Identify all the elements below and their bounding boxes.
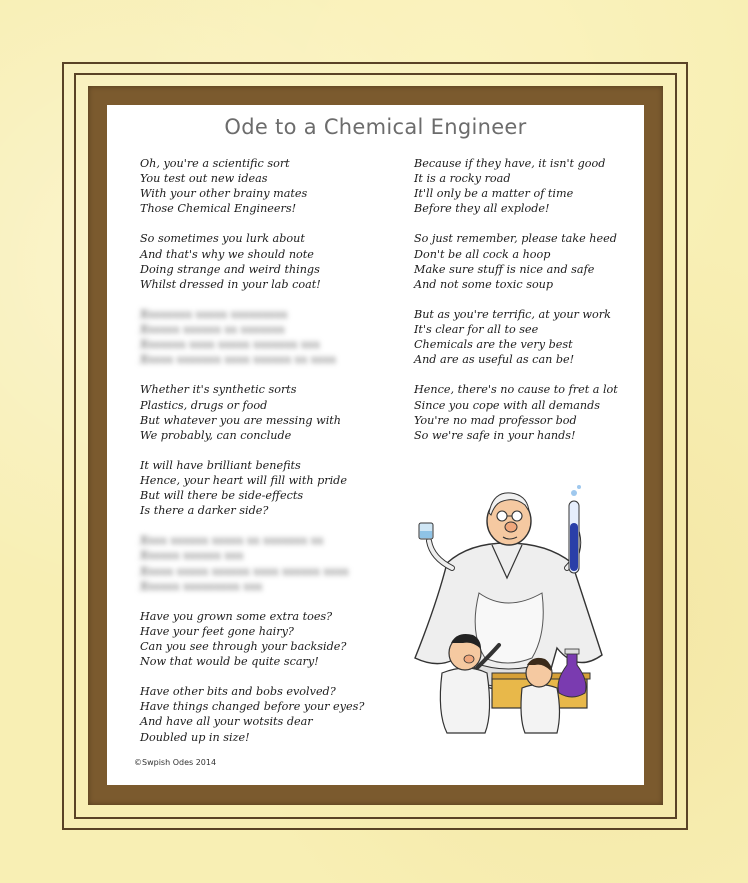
poem-line: Those Chemical Engineers! (140, 202, 297, 216)
poem-line: Hence, your heart will fill with pride (140, 473, 347, 487)
poem-right-column (414, 156, 634, 458)
poem-line: Doubled up in size! (140, 730, 250, 744)
poem-line: You're no mad professor bod (414, 413, 577, 427)
poem-line: With your other brainy mates (140, 187, 308, 201)
stanza (414, 382, 634, 442)
blurred-line: Xxxxxx xxxxxx xxx (140, 549, 244, 563)
poem-line: Because if they have, it isn't good (414, 157, 606, 170)
blurred-line: Xxxxxx xxxxxx xx xxxxxxx (140, 323, 285, 337)
poem-line: Can you see through your backside? (140, 640, 347, 653)
poem-line: Whether it's synthetic sorts (140, 383, 297, 397)
blurred-line: Xxxxxxx xxxx xxxxx xxxxxxx xxx (140, 338, 320, 352)
stanza (414, 307, 634, 367)
blurred-stanza (140, 307, 380, 367)
poem-line: Hence, there's no cause to fret a lot (414, 383, 618, 397)
poem-line: Oh, you're a scientific sort (140, 157, 290, 170)
blurred-stanza (140, 533, 380, 593)
blurred-line: Xxxxx xxxxxxx xxxx xxxxxx xx xxxx (140, 353, 337, 367)
blurred-line: Xxxxxxxx xxxxx xxxxxxxxx (140, 307, 288, 321)
poem-line: But as you're terrific, at your work (414, 307, 611, 321)
poem-line: And not some toxic soup (414, 277, 554, 291)
poem-line: Whilst dressed in your lab coat! (140, 277, 321, 291)
poem-line: You test out new ideas (140, 172, 268, 186)
stanza (140, 156, 380, 216)
poem-line: And are as useful as can be! (414, 353, 575, 367)
stanza (140, 382, 380, 442)
blurred-line: Xxxx xxxxxx xxxxx xx xxxxxxx xx (140, 534, 324, 548)
stanza (414, 156, 634, 216)
poem-line: It will have brilliant benefits (140, 458, 301, 472)
stanza (140, 458, 380, 518)
poem-left-column (140, 156, 380, 760)
poem-line: Chemicals are the very best (414, 338, 573, 352)
poem-line: Since you cope with all demands (414, 398, 601, 412)
chemical-engineer-cartoon (407, 483, 607, 738)
poem-line: It'll only be a matter of time (414, 187, 574, 201)
poem-line: So we're safe in your hands! (414, 428, 576, 442)
poem-line: So sometimes you lurk about (140, 232, 305, 246)
poem-line: So just remember, please take heed (414, 232, 617, 246)
poem-line: Have you grown some extra toes? (140, 609, 333, 623)
stanza (140, 609, 380, 669)
poem-line: We probably, can conclude (140, 428, 292, 442)
poem-line: And that's why we should note (140, 247, 314, 261)
poem-title: Ode to a Chemical Engineer (224, 115, 527, 139)
poem-line: Have things changed before your eyes? (140, 700, 365, 714)
poem-line: Before they all explode! (414, 202, 550, 216)
poem-line: Have your feet gone hairy? (140, 624, 294, 638)
poem-line: Plastics, drugs or food (140, 398, 268, 412)
poem-line: Don't be all cock a hoop (414, 247, 551, 261)
poem-line: Is there a darker side? (140, 504, 269, 518)
blurred-line: Xxxxx xxxxx xxxxxx xxxx xxxxxx xxxx (140, 564, 349, 578)
poem-line: It's clear for all to see (414, 323, 539, 337)
poem-line: Doing strange and weird things (140, 262, 320, 276)
poem-line: Make sure stuff is nice and safe (414, 262, 595, 276)
copyright-notice: ©Swpish Odes 2014 (134, 758, 217, 767)
poem-line: Have other bits and bobs evolved? (140, 685, 336, 699)
stanza (140, 684, 380, 744)
stanza (140, 231, 380, 291)
poem-line: Now that would be quite scary! (140, 655, 319, 669)
poem-page (107, 105, 644, 785)
poem-line: But whatever you are messing with (140, 413, 341, 427)
blurred-line: Xxxxxx xxxxxxxxx xxx (140, 579, 263, 593)
poem-line: And have all your wotsits dear (140, 715, 313, 729)
stanza (414, 231, 634, 291)
poem-line: It is a rocky road (414, 172, 511, 186)
poem-line: But will there be side-effects (140, 489, 304, 503)
